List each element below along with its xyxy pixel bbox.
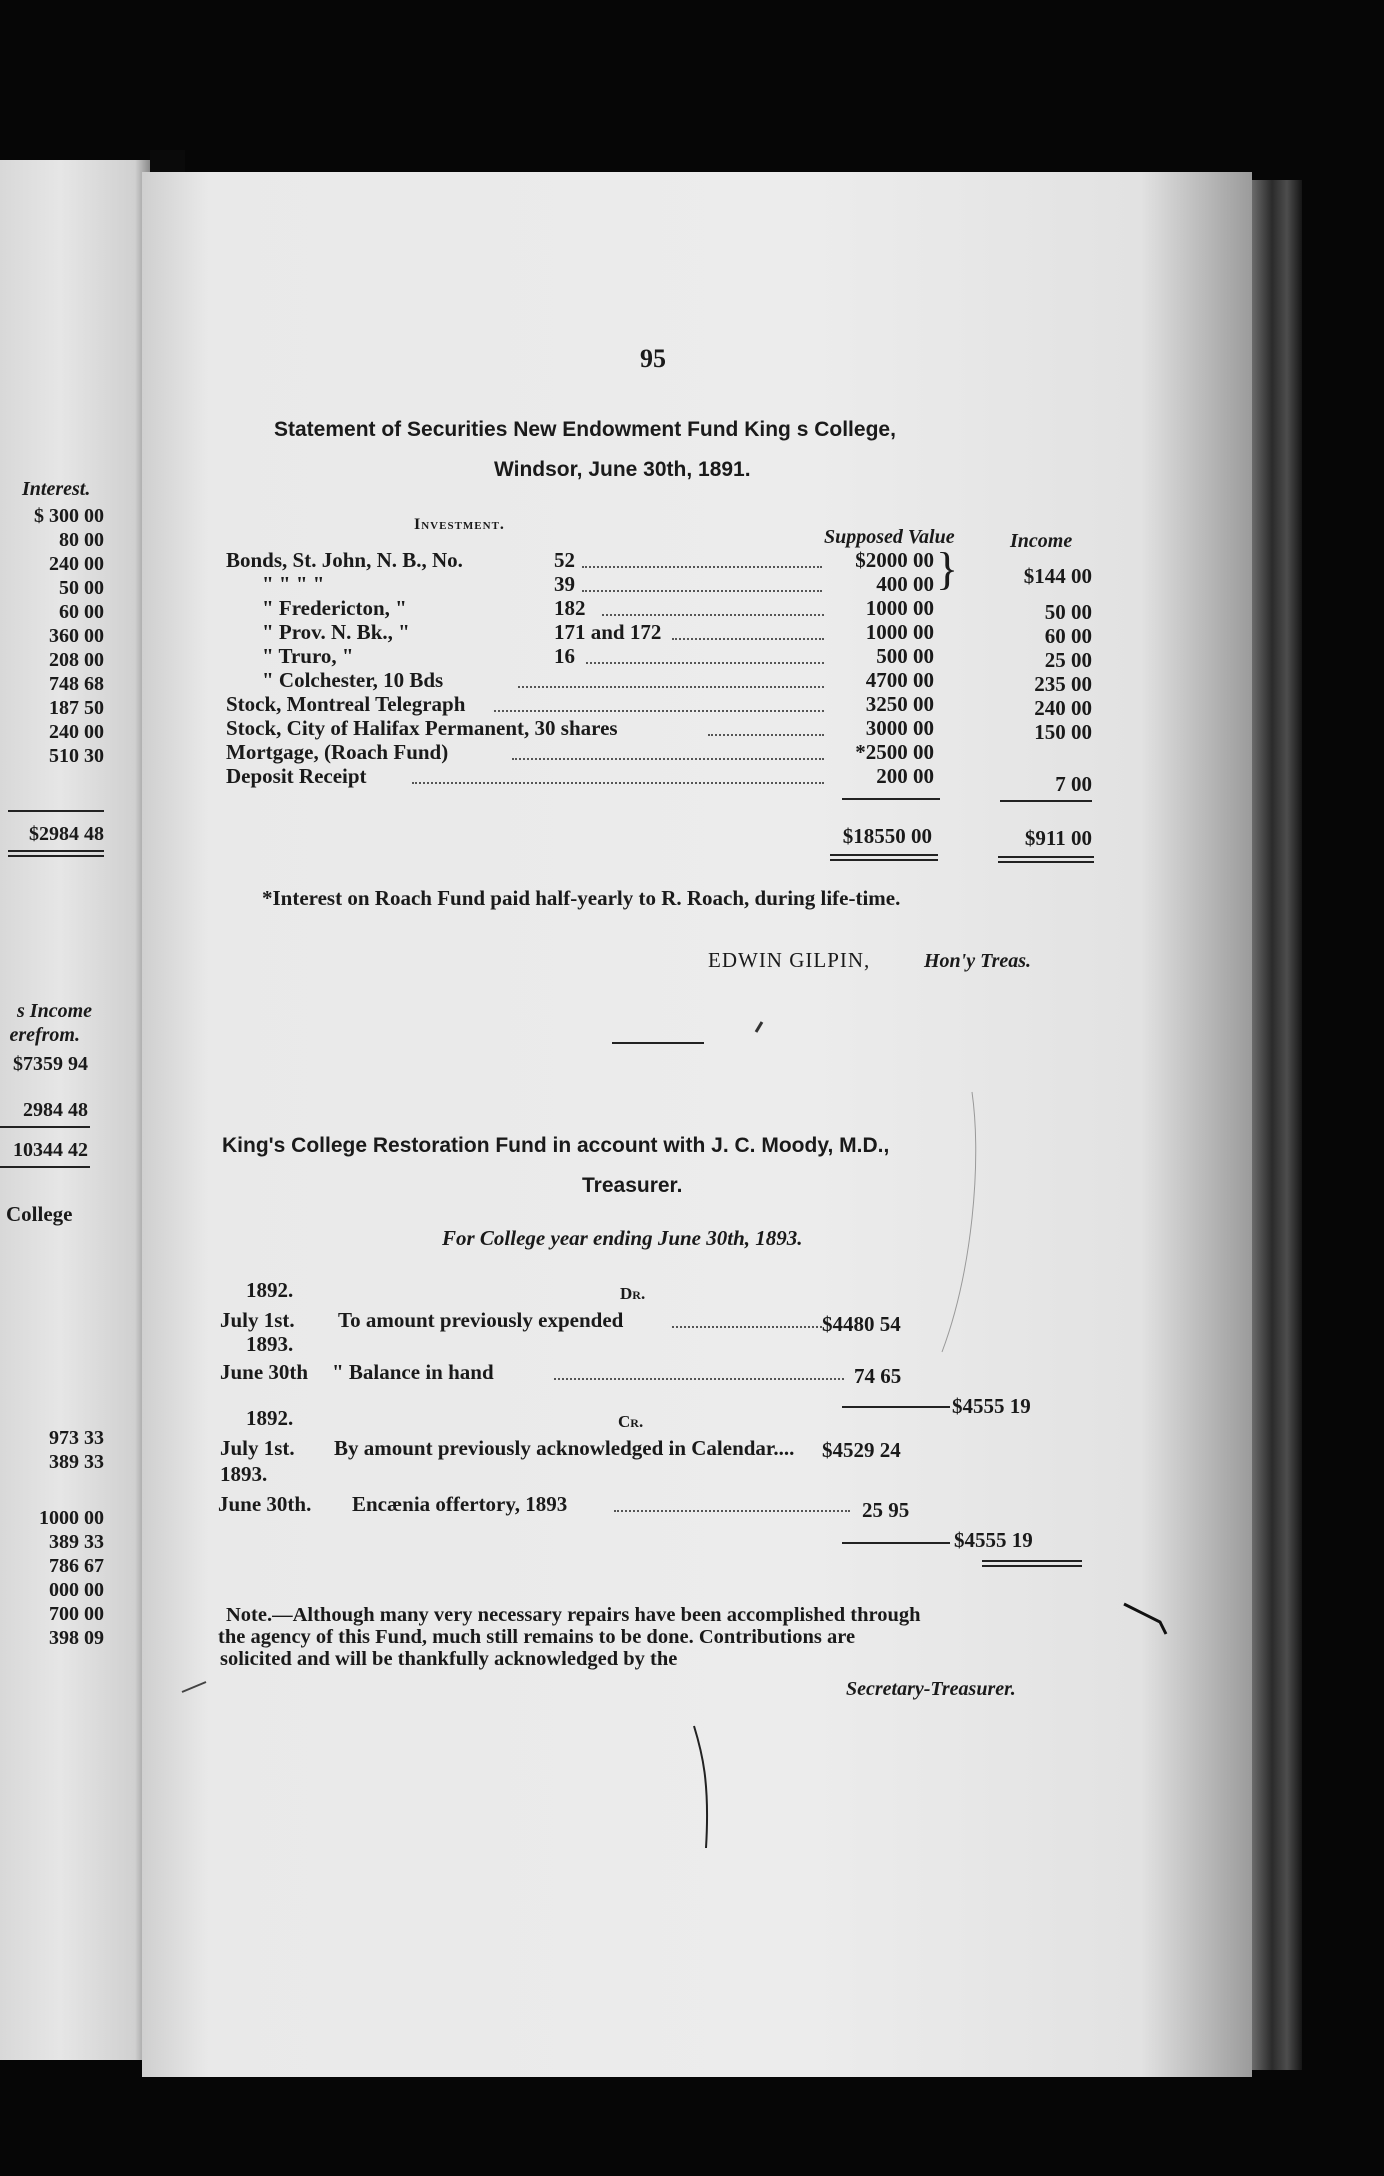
leader-dots <box>582 590 822 592</box>
cr-label: Cr. <box>618 1412 644 1431</box>
dr1-date: July 1st. <box>220 1308 295 1332</box>
total-rule <box>982 1565 1082 1567</box>
left-value: 748 68 <box>49 673 104 695</box>
total-rule <box>830 859 938 861</box>
note-line-1: Note.—Although many very necessary repairs have been accomplished through <box>226 1604 921 1626</box>
brace-glyph: } <box>936 543 959 594</box>
investment-income: 235 00 <box>1034 672 1092 696</box>
dr2-text: " Balance in hand <box>332 1360 494 1384</box>
investment-name: Stock, City of Halifax Permanent, 30 shares <box>226 716 618 740</box>
investment-name: Deposit Receipt <box>226 764 367 788</box>
left-value: 240 00 <box>49 721 104 743</box>
cr2-text: Encænia offertory, 1893 <box>352 1492 568 1516</box>
investment-number: 171 and 172 <box>554 620 662 644</box>
investment-number: 39 <box>554 572 575 596</box>
dr1-text: To amount previously expended <box>338 1308 624 1332</box>
left-lower-value: 389 33 <box>49 1451 104 1473</box>
investment-number: 16 <box>554 644 575 668</box>
left-value: 60 00 <box>59 601 104 623</box>
investment-name: " Fredericton, " <box>262 596 407 620</box>
leader-dots <box>614 1510 850 1512</box>
signature-title: Hon'y Treas. <box>924 950 1032 972</box>
column-income-header: Income <box>1010 530 1073 552</box>
total-income: $911 00 <box>1024 826 1092 850</box>
restoration-subtitle: For College year ending June 30th, 1893. <box>442 1226 803 1250</box>
left-page-fragment <box>0 160 150 2060</box>
total-rule <box>830 854 938 856</box>
cr2-date: June 30th. <box>218 1492 312 1516</box>
total-rule <box>998 861 1094 863</box>
leader-dots <box>672 1326 822 1328</box>
subtotal-rule <box>842 798 940 800</box>
page-edge-stack <box>1252 180 1302 2070</box>
restoration-title-line1: King's College Restoration Fund in account with J. C. Moody, M.D., <box>222 1134 890 1157</box>
left-lower-value: 398 09 <box>49 1627 104 1649</box>
leader-dots <box>512 758 824 760</box>
left-income-total: 10344 42 <box>13 1139 88 1161</box>
dr1-amount: $4480 54 <box>822 1312 901 1336</box>
leader-dots <box>554 1378 844 1380</box>
cr-year: 1892. <box>246 1406 294 1430</box>
investment-income: 240 00 <box>1034 696 1092 720</box>
cr-total: $4555 19 <box>954 1528 1033 1552</box>
investment-income: 25 00 <box>1044 648 1092 672</box>
leader-dots <box>672 638 824 640</box>
investment-name: Stock, Montreal Telegraph <box>226 692 466 716</box>
investment-name: " Prov. N. Bk., " <box>262 620 410 644</box>
investment-value: *2500 00 <box>855 740 934 764</box>
left-total: $2984 48 <box>29 823 104 845</box>
document-page <box>142 172 1252 2077</box>
left-value: 208 00 <box>49 649 104 671</box>
investment-name: " Truro, " <box>262 644 354 668</box>
investment-value: 200 00 <box>876 764 934 788</box>
cr1-date: July 1st. <box>220 1436 295 1460</box>
left-value: 360 00 <box>49 625 104 647</box>
left-income-2: 2984 48 <box>23 1099 88 1121</box>
investment-value: $2000 00 <box>855 548 934 572</box>
cr1-text: By amount previously acknowledged in Calendar.... <box>334 1436 795 1460</box>
left-lower-value: 000 00 <box>49 1579 104 1601</box>
investment-income: 50 00 <box>1044 600 1092 624</box>
investment-value: 400 00 <box>876 572 934 596</box>
note-line-3: solicited and will be thankfully acknowledged by the <box>220 1648 678 1670</box>
dr-total: $4555 19 <box>952 1394 1031 1418</box>
dr2-date: June 30th <box>220 1360 309 1384</box>
investment-income: 7 00 <box>1055 772 1092 796</box>
investment-value: 3000 00 <box>865 716 934 740</box>
leader-dots <box>412 782 824 784</box>
left-rule <box>0 1166 90 1168</box>
left-value: $ 300 00 <box>34 505 104 527</box>
left-rule <box>8 855 104 857</box>
left-value: 510 30 <box>49 745 104 767</box>
left-value: 187 50 <box>49 697 104 719</box>
investment-value: 4700 00 <box>865 668 934 692</box>
left-lower-value: 973 33 <box>49 1427 104 1449</box>
cr-year2: 1893. <box>220 1462 268 1486</box>
left-rule <box>8 850 104 852</box>
leader-dots <box>518 686 824 688</box>
investment-value: 1000 00 <box>865 620 934 644</box>
leader-dots <box>586 662 824 664</box>
left-lower-value: 700 00 <box>49 1603 104 1625</box>
dr-year2: 1893. <box>246 1332 294 1356</box>
left-income-1: $7359 94 <box>13 1053 88 1075</box>
left-income-header-2: erefrom. <box>9 1024 80 1046</box>
dr2-amount: 74 65 <box>854 1364 902 1388</box>
left-rule <box>8 810 104 812</box>
cr1-amount: $4529 24 <box>822 1438 901 1462</box>
investment-name: Bonds, St. John, N. B., No. <box>226 548 463 572</box>
left-value: 240 00 <box>49 553 104 575</box>
investment-income: 60 00 <box>1044 624 1092 648</box>
subtotal-rule <box>1000 800 1092 802</box>
subtotal-rule <box>842 1542 950 1544</box>
subtotal-rule <box>842 1406 950 1408</box>
dr-label: Dr. <box>620 1284 646 1303</box>
statement-title-line1: Statement of Securities New Endowment Fund King s College, <box>274 418 896 441</box>
investment-name: " " " " <box>262 572 325 596</box>
leader-dots <box>708 734 824 736</box>
leader-dots <box>494 710 824 712</box>
investment-name: Mortgage, (Roach Fund) <box>226 740 449 764</box>
leader-dots <box>602 614 824 616</box>
note-signature: Secretary-Treasurer. <box>846 1678 1016 1700</box>
restoration-title-line2: Treasurer. <box>582 1174 683 1197</box>
column-investment-header: Investment. <box>414 516 505 533</box>
roach-footnote: *Interest on Roach Fund paid half-yearly to R. Roach, during life-time. <box>262 886 901 910</box>
left-lower-value: 786 67 <box>49 1555 104 1577</box>
investment-value: 3250 00 <box>865 692 934 716</box>
note-line-2: the agency of this Fund, much still remains to be done. Contributions are <box>218 1626 856 1648</box>
left-value: 50 00 <box>59 577 104 599</box>
investment-income: 150 00 <box>1034 720 1092 744</box>
left-lower-value: 1000 00 <box>39 1507 104 1529</box>
signature-name: EDWIN GILPIN, <box>708 948 871 972</box>
investment-name: " Colchester, 10 Bds <box>262 668 444 692</box>
leader-dots <box>582 566 822 568</box>
total-rule <box>998 856 1094 858</box>
statement-title-line2: Windsor, June 30th, 1891. <box>494 458 751 481</box>
investment-value: 500 00 <box>876 644 934 668</box>
column-value-header: Supposed Value <box>824 526 955 548</box>
total-value: $18550 00 <box>842 824 932 848</box>
left-lower-value: 389 33 <box>49 1531 104 1553</box>
investment-income: $144 00 <box>1023 564 1092 588</box>
investment-value: 1000 00 <box>865 596 934 620</box>
page-number: 95 <box>640 344 666 373</box>
investment-number: 182 <box>554 596 586 620</box>
dr-year: 1892. <box>246 1278 294 1302</box>
investment-number: 52 <box>554 548 575 572</box>
left-college-text: College <box>6 1202 73 1226</box>
section-divider <box>612 1042 704 1044</box>
left-interest-header: Interest. <box>22 478 91 500</box>
total-rule <box>982 1560 1082 1562</box>
cr2-amount: 25 95 <box>862 1498 910 1522</box>
left-rule <box>0 1126 90 1128</box>
left-value: 80 00 <box>59 529 104 551</box>
left-income-header-1: s Income <box>17 1000 92 1022</box>
